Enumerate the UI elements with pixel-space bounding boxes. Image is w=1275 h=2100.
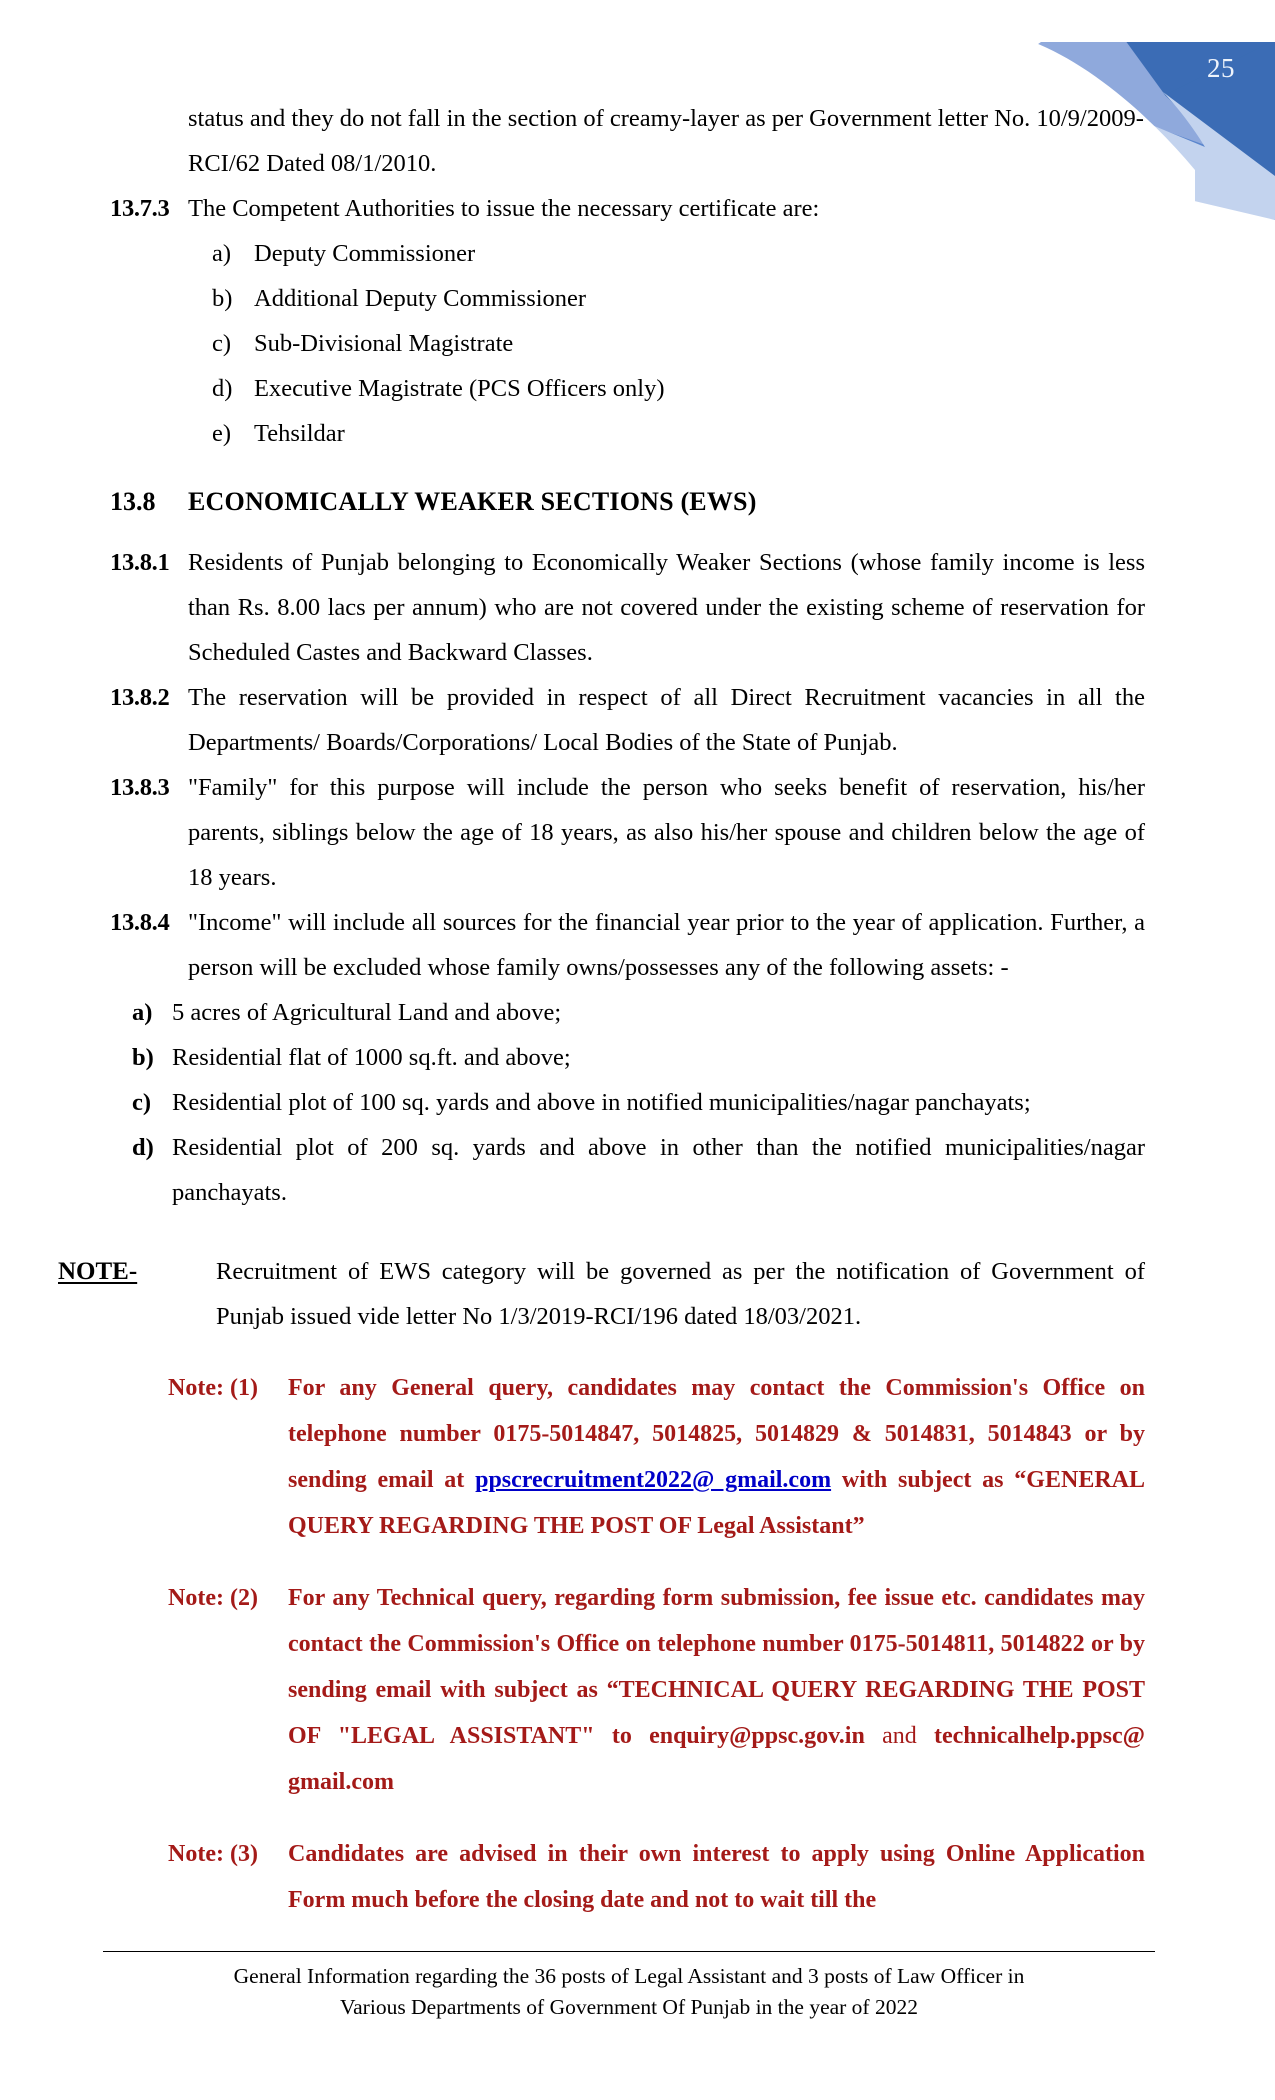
list-item (110, 1035, 1145, 1080)
red-note-text-part1: For any Technical query, regarding form submission, fee issue etc. candidates may contact the Commission's Office on telephone number 0175-5014811, 5014822 or by sending email with subject as “TECHNICAL QUERY REGARDING THE POST OF "LEGAL ASSISTANT" to enquiry@ppsc.gov.in (288, 1585, 1145, 1749)
section-heading-13-8 (110, 482, 1145, 522)
clause-continuation-text: status and they do not fall in the section of creamy-layer as per Government letter No. 10/9/2009-RCI/62 Dated 08/1/2010. (188, 105, 1144, 177)
list-text: Additional Deputy Commissioner (254, 285, 587, 312)
list-marker: e) (212, 420, 232, 447)
list-marker: d) (132, 1134, 154, 1161)
red-note-label: Note: (3) (168, 1841, 258, 1867)
red-note-2 (168, 1575, 1145, 1805)
page-footer (103, 1951, 1155, 2023)
list-item (212, 411, 1145, 456)
list-text: Sub-Divisional Magistrate (254, 330, 514, 357)
list-item (110, 990, 1145, 1035)
list-item (110, 1125, 1145, 1215)
list-text: Deputy Commissioner (254, 240, 476, 267)
list-text: 5 acres of Agricultural Land and above; (172, 999, 562, 1026)
red-note-text (288, 1575, 1145, 1805)
note-text: Recruitment of EWS category will be governed as per the notification of Government of Punjab issued vide letter No 1/3/2019-RCI/196 dated 18/03/2021. (216, 1258, 1145, 1330)
red-note-text (288, 1365, 1145, 1549)
list-text: Residential flat of 1000 sq.ft. and above; (172, 1044, 571, 1071)
clause-13-8-4 (110, 900, 1145, 990)
clause-13-8-3 (110, 765, 1145, 900)
red-note-text-part2: with subject as “GENERAL QUERY REGARDING THE POST OF Legal Assistant” (288, 1467, 1145, 1539)
clause-text: "Income" will include all sources for the financial year prior to the year of application. Further, a person will be excluded whose family owns/possesses any of the following assets: - (188, 909, 1145, 981)
list-marker: d) (212, 375, 233, 402)
list-marker: a) (212, 240, 232, 267)
excluded-assets-list (110, 990, 1145, 1215)
clause-number: 13.8.1 (110, 549, 170, 576)
footer-line-1: General Information regarding the 36 posts of Legal Assistant and 3 posts of Law Officer in (233, 1964, 1025, 1988)
clause-number: 13.8.2 (110, 684, 170, 711)
list-text: Tehsildar (254, 420, 345, 447)
page-number: 25 (1207, 53, 1235, 83)
list-item (212, 231, 1145, 276)
clause-13-8-1 (110, 540, 1145, 675)
list-item (212, 321, 1145, 366)
heading-number: 13.8 (110, 487, 156, 516)
authority-list (212, 231, 1145, 456)
clause-13-8-2 (110, 675, 1145, 765)
red-note-conjunction: and (864, 1723, 934, 1749)
clause-13-7-3 (110, 186, 1145, 231)
email-link-ppscrecruitment[interactable]: ppscrecruitment2022@ gmail.com (475, 1467, 832, 1493)
clause-text: The Competent Authorities to issue the necessary certificate are: (188, 195, 820, 222)
footer-line-2: Various Departments of Government Of Punjab in the year of 2022 (340, 1995, 918, 2019)
list-item (212, 276, 1145, 321)
list-marker: b) (132, 1044, 154, 1071)
heading-title: ECONOMICALLY WEAKER SECTIONS (EWS) (188, 487, 757, 516)
red-note-label: Note: (2) (168, 1585, 258, 1611)
red-note-3 (168, 1831, 1145, 1923)
note-label: NOTE- (58, 1258, 138, 1285)
list-text: Residential plot of 100 sq. yards and above in notified municipalities/nagar panchayats; (172, 1089, 1031, 1116)
clause-text: Residents of Punjab belonging to Economically Weaker Sections (whose family income is less than Rs. 8.00 lacs per annum) who are not covered under the existing scheme of reservation for Scheduled Castes and Backward Classes. (188, 549, 1145, 666)
red-notes-group (168, 1365, 1145, 1923)
list-marker: a) (132, 999, 153, 1026)
list-marker: c) (132, 1089, 152, 1116)
clause-text: "Family" for this purpose will include the person who seeks benefit of reservation, his/her parents, siblings below the age of 18 years, as also his/her spouse and children below the age of 18 years. (188, 774, 1145, 891)
list-marker: b) (212, 285, 233, 312)
red-note-label: Note: (1) (168, 1375, 258, 1401)
footer-divider (103, 1951, 1155, 1952)
email-technicalhelp[interactable]: technicalhelp.ppsc@ gmail.com (288, 1723, 1145, 1795)
list-item (110, 1080, 1145, 1125)
clause-number: 13.8.3 (110, 774, 170, 801)
red-note-1 (168, 1365, 1145, 1549)
list-item (212, 366, 1145, 411)
clause-text: The reservation will be provided in respect of all Direct Recruitment vacancies in all the Departments/ Boards/Corporations/ Local Bodies of the State of Punjab. (188, 684, 1145, 756)
clause-number: 13.7.3 (110, 195, 170, 222)
list-text: Residential plot of 200 sq. yards and above in other than the notified municipalities/nagar panchayats. (172, 1134, 1145, 1206)
red-note-text: Candidates are advised in their own interest to apply using Online Application Form much before the closing date and not to wait till the (288, 1841, 1145, 1913)
red-note-text-part1: For any General query, candidates may contact the Commission's Office on telephone number 0175-5014847, 5014825, 5014829 & 5014831, 5014843 or by sending email at (288, 1375, 1145, 1493)
list-text: Executive Magistrate (PCS Officers only) (254, 375, 665, 402)
list-marker: c) (212, 330, 232, 357)
note-block (58, 1249, 1145, 1339)
clause-number: 13.8.4 (110, 909, 170, 936)
document-content (58, 96, 1145, 1949)
